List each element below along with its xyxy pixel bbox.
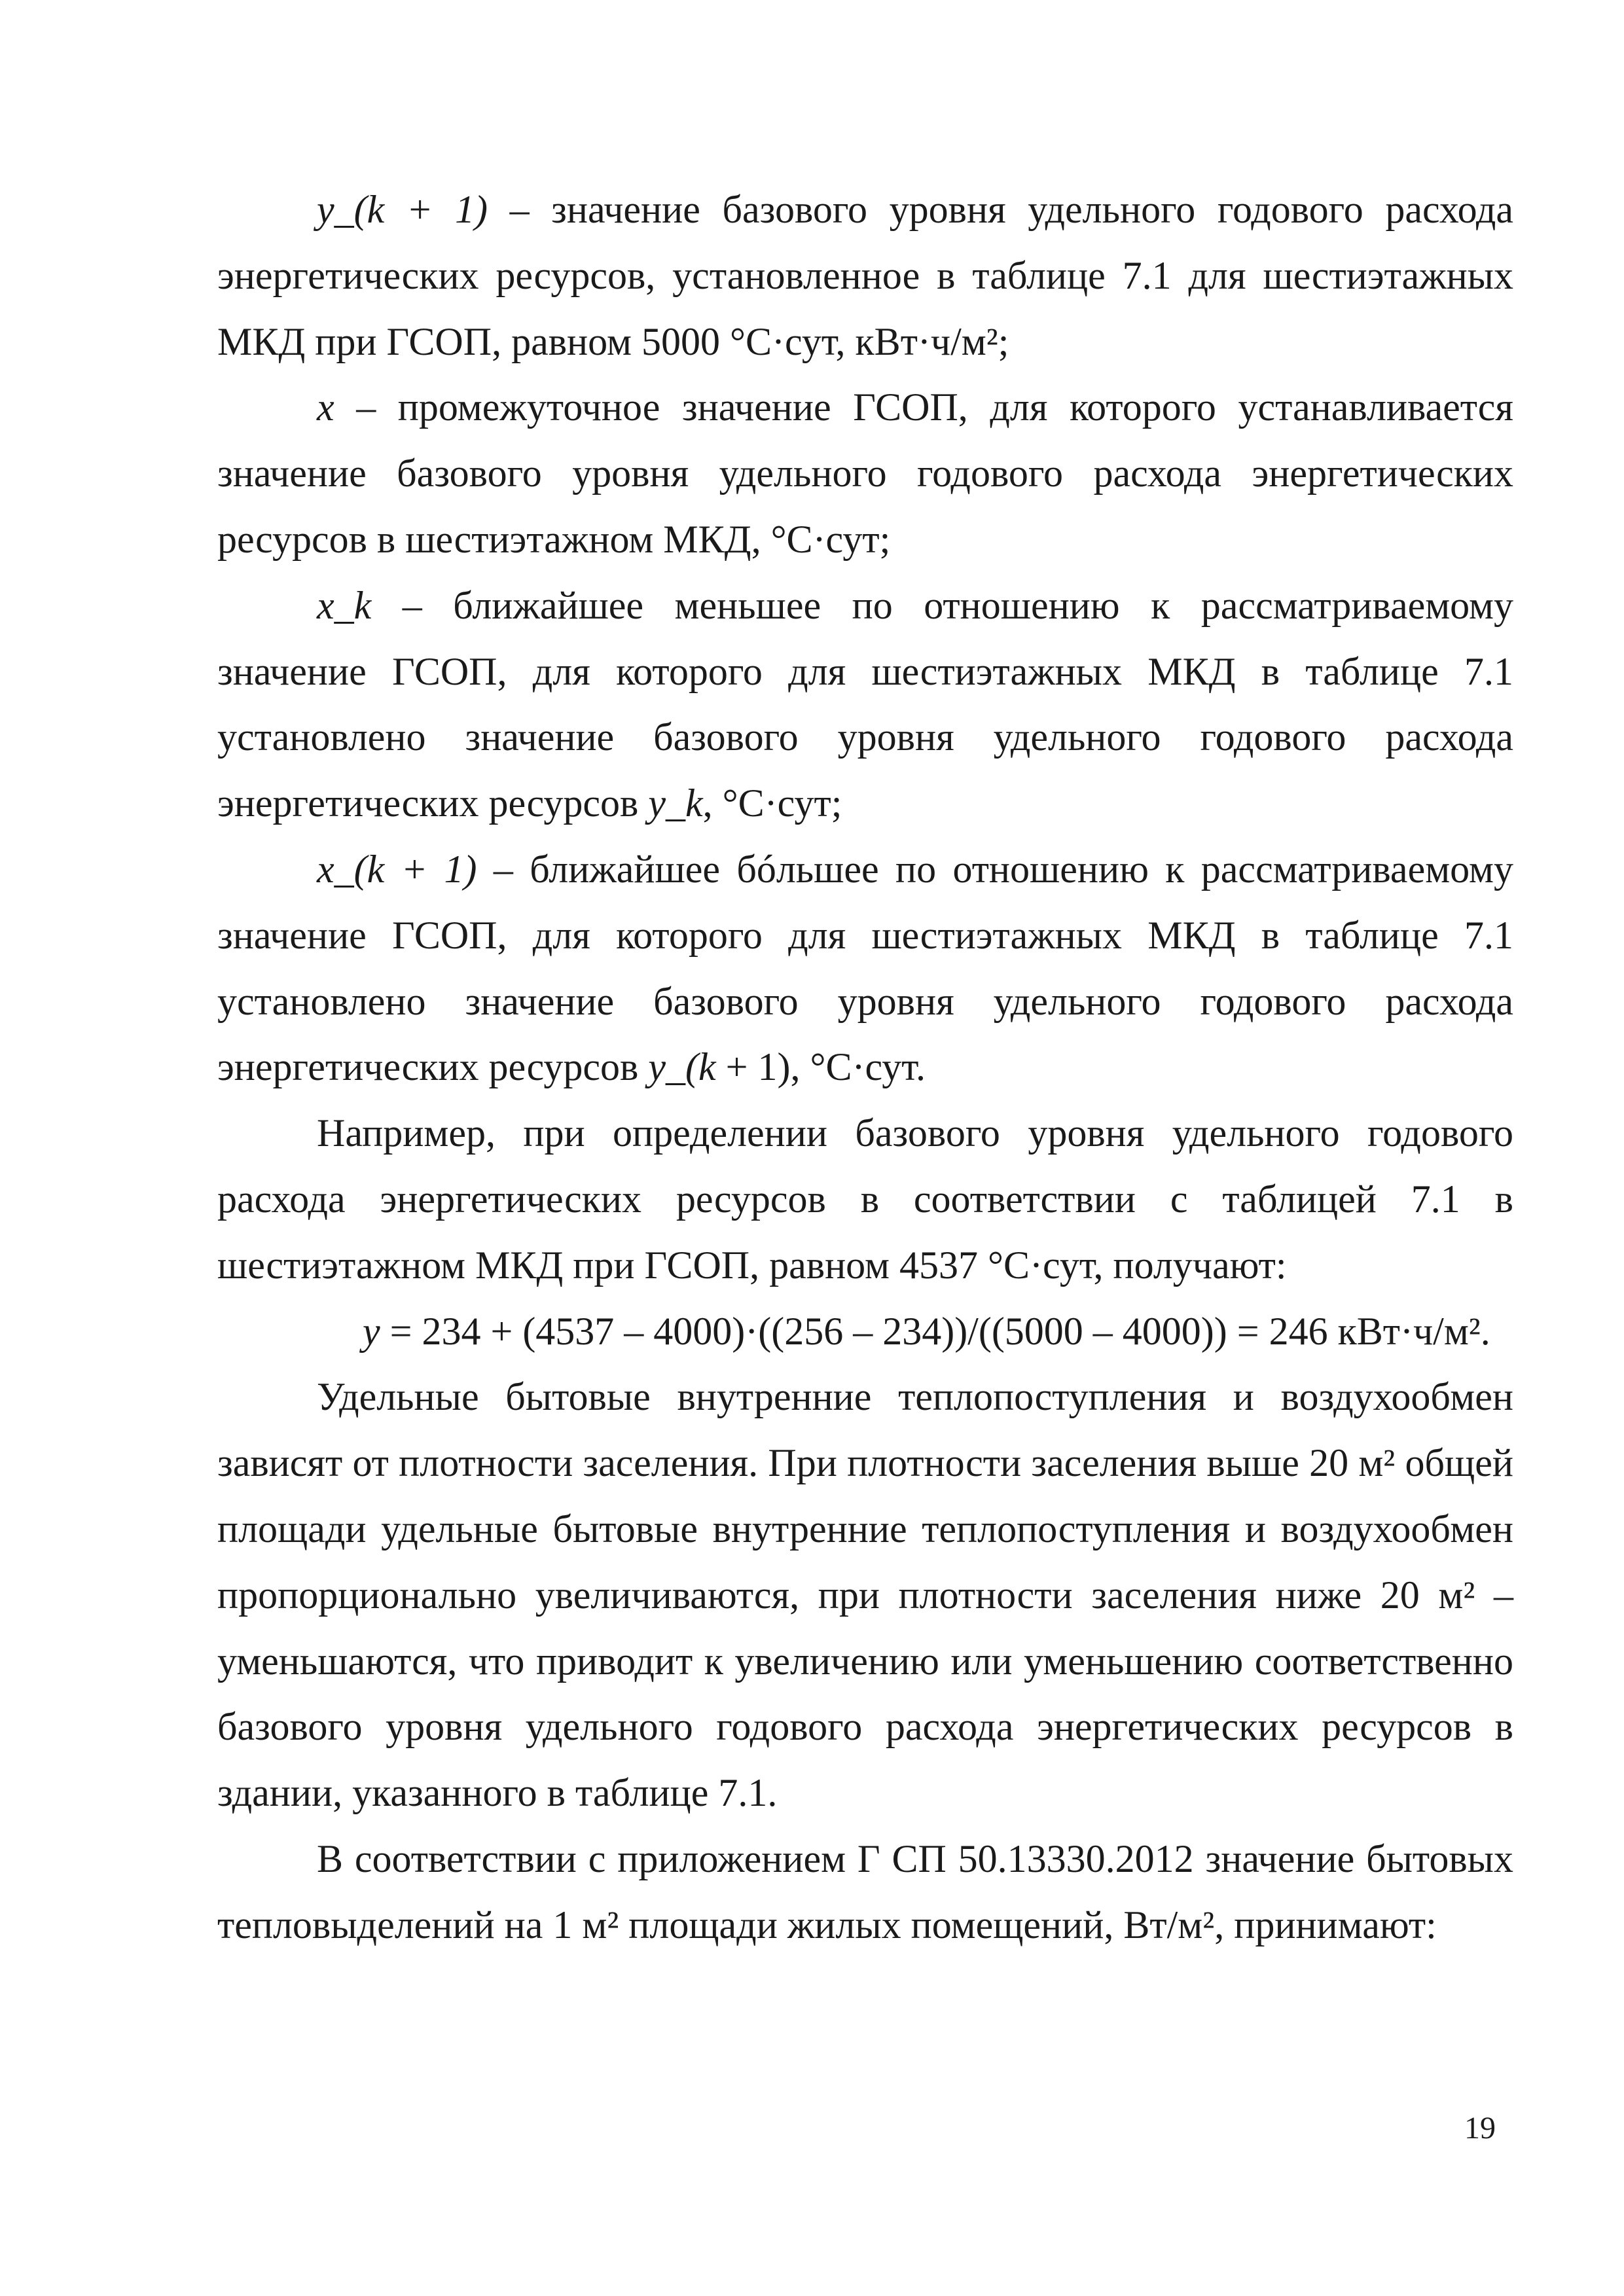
term-inline: y_k: [648, 781, 703, 825]
definition-text-tail: , °С·сут;: [702, 781, 842, 825]
appendix-reference-paragraph: В соответствии с приложением Г СП 50.13330.2012 значение бытовых тепловыделений на 1 м² площади жилых помещений, Вт/м², принимают:: [217, 1837, 1513, 1946]
term: y_(k + 1): [317, 188, 488, 231]
page-number: 19: [1464, 2111, 1496, 2145]
example-paragraph: Например, при определении базового уровня удельного годового расхода энергетических ресурсов в соответствии с таблицей 7.1 в шестиэтажном МКД при ГСОП, равном 4537 °С·сут, получают:: [217, 1111, 1513, 1287]
definition-x-k-plus-1: [217, 836, 1513, 1100]
definition-text-tail: + 1), °С·сут.: [715, 1045, 926, 1089]
definition-text: – ближайшее бóльшее по отношению к рассматриваемому значение ГСОП, для которого для шестиэтажных МКД в таблице 7.1 установлено значение базового уровня удельного годового расхода энергетических ресурсов: [217, 847, 1513, 1089]
term-inline: y_(k: [648, 1045, 716, 1089]
term: x_k: [317, 583, 372, 627]
definition-text: – ближайшее меньшее по отношению к рассматриваемому значение ГСОП, для которого для шестиэтажных МКД в таблице 7.1 установлено значение базового уровня удельного годового расхода энергетических ресурсов: [217, 583, 1513, 825]
example-formula: [217, 1299, 1513, 1365]
term: x_(k + 1): [317, 847, 477, 891]
definition-y-k-plus-1: [217, 177, 1513, 374]
body-text: [217, 177, 1513, 1958]
definition-x: [217, 374, 1513, 572]
term: x: [317, 386, 334, 429]
definition-text: – промежуточное значение ГСОП, для которого устанавливается значение базового уровня удельного годового расхода энергетических ресурсов в шестиэтажном МКД, °С·сут;: [217, 386, 1513, 561]
internal-gains-paragraph: Удельные бытовые внутренние теплопоступления и воздухообмен зависят от плотности заселения. При плотности заселения выше 20 м² общей площади удельные бытовые внутренние теплопоступления и воздухообмен пропорционально увеличиваются, при плотности заселения ниже 20 м² – уменьшаются, что приводит к увеличению или уменьшению соответственно базового уровня удельного годового расхода энергетических ресурсов в здании, указанного в таблице 7.1.: [217, 1375, 1513, 1815]
formula-expression: = 234 + (4537 – 4000)·((256 – 234))/((5000 – 4000)) = 246 кВт·ч/м².: [380, 1309, 1490, 1353]
definition-x-k: [217, 573, 1513, 836]
formula-variable: y: [363, 1309, 380, 1353]
definition-text: – значение базового уровня удельного годового расхода энергетических ресурсов, установленное в таблице 7.1 для шестиэтажных МКД при ГСОП, равном 5000 °С·сут, кВт·ч/м²;: [217, 188, 1514, 363]
